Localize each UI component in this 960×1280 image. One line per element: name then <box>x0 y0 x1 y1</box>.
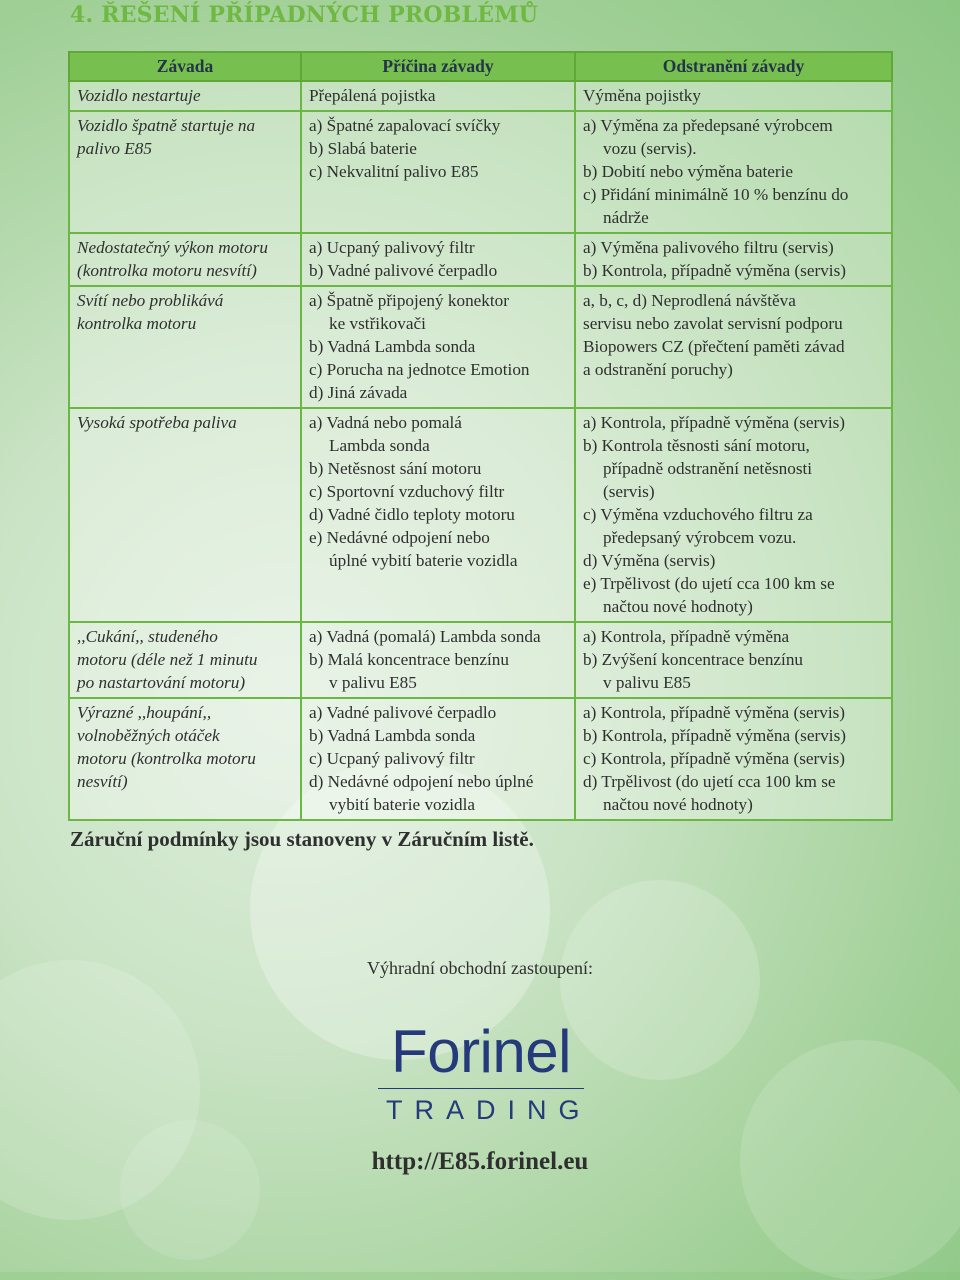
fix-line: (servis) <box>603 482 655 501</box>
fault-line: Svítí nebo problikává <box>77 291 224 310</box>
cause-cell <box>301 286 575 408</box>
cause-line: a) Vadná nebo pomalá <box>309 413 462 432</box>
bg-bubble <box>560 880 760 1080</box>
cause-cell <box>301 111 575 233</box>
cause-line: c) Sportovní vzduchový filtr <box>309 482 505 501</box>
fix-line: c) Výměna vzduchového filtru za <box>583 505 813 524</box>
page-title: 4. ŘEŠENÍ PŘÍPADNÝCH PROBLÉMŮ <box>70 2 539 28</box>
bg-bubble <box>120 1120 260 1260</box>
cause-cell <box>301 233 575 286</box>
cause-line: c) Ucpaný palivový filtr <box>309 749 475 768</box>
cause-line: a) Špatné zapalovací svíčky <box>309 116 501 135</box>
cause-line: b) Vadná Lambda sonda <box>309 337 476 356</box>
fix-line: Výměna pojistky <box>583 86 701 105</box>
cause-line: e) Nedávné odpojení nebo <box>309 528 490 547</box>
fault-line: motoru (kontrolka motoru <box>77 749 256 768</box>
fix-line: a) Kontrola, případně výměna (servis) <box>583 413 846 432</box>
fix-line: předepsaný výrobcem vozu. <box>603 528 797 547</box>
fix-line: servisu nebo zavolat servisní podporu <box>583 314 843 333</box>
table-row <box>69 81 892 111</box>
troubleshooting-table <box>68 51 893 821</box>
table-row <box>69 622 892 698</box>
cause-line: b) Malá koncentrace benzínu <box>309 650 509 669</box>
fix-cell <box>575 698 892 820</box>
logo-divider <box>378 1088 584 1089</box>
fix-line: a odstranění poruchy) <box>583 360 733 379</box>
cause-cell <box>301 81 575 111</box>
table-row <box>69 111 892 233</box>
cause-line: d) Nedávné odpojení nebo úplné <box>309 772 534 791</box>
fix-line: načtou nové hodnoty) <box>603 597 753 616</box>
logo-subtitle: TRADING <box>386 1095 592 1125</box>
fix-cell <box>575 622 892 698</box>
cause-line: b) Vadná Lambda sonda <box>309 726 476 745</box>
table-row <box>69 698 892 820</box>
table-row <box>69 408 892 622</box>
fault-line: (kontrolka motoru nesvítí) <box>77 261 257 280</box>
fault-cell <box>69 233 301 286</box>
fault-line: Vozidlo nestartuje <box>77 86 201 105</box>
fix-cell <box>575 81 892 111</box>
fault-line: nesvítí) <box>77 772 128 791</box>
fix-line: e) Trpělivost (do ujetí cca 100 km se <box>583 574 835 593</box>
table-header-row <box>69 52 892 81</box>
fault-line: Nedostatečný výkon motoru <box>77 238 268 257</box>
cause-line: c) Nekvalitní palivo E85 <box>309 162 479 181</box>
cause-line: vybití baterie vozidla <box>329 795 476 814</box>
fault-cell <box>69 408 301 622</box>
cause-cell <box>301 622 575 698</box>
fix-line: a) Výměna palivového filtru (servis) <box>583 238 834 257</box>
table-row <box>69 286 892 408</box>
fault-line: Vysoká spotřeba paliva <box>77 413 237 432</box>
fault-cell <box>69 81 301 111</box>
fault-line: kontrolka motoru <box>77 314 197 333</box>
fix-line: b) Zvýšení koncentrace benzínu <box>583 650 804 669</box>
fix-line: a, b, c, d) Neprodlená návštěva <box>583 291 796 310</box>
fix-line: c) Přidání minimálně 10 % benzínu do <box>583 185 849 204</box>
cause-line: b) Vadné palivové čerpadlo <box>309 261 498 280</box>
forinel-trading-logo <box>376 1018 592 1130</box>
header-fix: Odstranění závady <box>575 52 892 81</box>
cause-line: a) Vadné palivové čerpadlo <box>309 703 497 722</box>
table-row <box>69 233 892 286</box>
cause-line: b) Netěsnost sání motoru <box>309 459 482 478</box>
fault-cell <box>69 111 301 233</box>
logo-wordmark: Forinel <box>391 1018 571 1085</box>
cause-line: a) Špatně připojený konektor <box>309 291 509 310</box>
fix-line: b) Kontrola těsnosti sání motoru, <box>583 436 810 455</box>
cause-line: d) Jiná závada <box>309 383 408 402</box>
fault-line: po nastartování motoru) <box>77 673 246 692</box>
warranty-note: Záruční podmínky jsou stanoveny v Záručním listě. <box>70 827 534 851</box>
fix-line: d) Trpělivost (do ujetí cca 100 km se <box>583 772 836 791</box>
fault-cell <box>69 622 301 698</box>
cause-line: a) Vadná (pomalá) Lambda sonda <box>309 627 541 646</box>
fix-line: načtou nové hodnoty) <box>603 795 753 814</box>
fix-line: c) Kontrola, případně výměna (servis) <box>583 749 846 768</box>
fault-cell <box>69 698 301 820</box>
fix-line: b) Dobití nebo výměna baterie <box>583 162 794 181</box>
fix-line: vozu (servis). <box>603 139 697 158</box>
cause-cell <box>301 408 575 622</box>
distributor-label: Výhradní obchodní zastoupení: <box>367 958 593 978</box>
cause-line: ke vstřikovači <box>329 314 426 333</box>
fault-line: motoru (déle než 1 minutu <box>77 650 258 669</box>
header-fault: Závada <box>69 52 301 81</box>
fix-line: b) Kontrola, případně výměna (servis) <box>583 261 846 280</box>
cause-line: úplné vybití baterie vozidla <box>329 551 518 570</box>
fault-line: volnoběžných otáček <box>77 726 220 745</box>
fix-line: Biopowers CZ (přečtení paměti závad <box>583 337 845 356</box>
fix-line: a) Kontrola, případně výměna <box>583 627 790 646</box>
cause-line: b) Slabá baterie <box>309 139 417 158</box>
fix-line: případně odstranění netěsnosti <box>603 459 813 478</box>
cause-line: Přepálená pojistka <box>309 86 436 105</box>
fix-cell <box>575 111 892 233</box>
fix-cell <box>575 408 892 622</box>
fix-cell <box>575 286 892 408</box>
fault-line: palivo E85 <box>77 139 152 158</box>
fix-cell <box>575 233 892 286</box>
website-url[interactable]: http://E85.forinel.eu <box>371 1148 589 1175</box>
cause-line: Lambda sonda <box>329 436 430 455</box>
fix-line: a) Kontrola, případně výměna (servis) <box>583 703 846 722</box>
cause-line: a) Ucpaný palivový filtr <box>309 238 475 257</box>
fix-line: nádrže <box>603 208 649 227</box>
cause-line: c) Porucha na jednotce Emotion <box>309 360 530 379</box>
fault-line: Výrazné ,,houpání,, <box>77 703 212 722</box>
cause-cell <box>301 698 575 820</box>
fix-line: d) Výměna (servis) <box>583 551 716 570</box>
fix-line: v palivu E85 <box>603 673 691 692</box>
cause-line: d) Vadné čidlo teploty motoru <box>309 505 515 524</box>
cause-line: v palivu E85 <box>329 673 417 692</box>
header-cause: Příčina závady <box>301 52 575 81</box>
fault-line: ,,Cukání,, studeného <box>77 627 218 646</box>
fix-line: b) Kontrola, případně výměna (servis) <box>583 726 846 745</box>
fault-line: Vozidlo špatně startuje na <box>77 116 256 135</box>
fix-line: a) Výměna za předepsané výrobcem <box>583 116 833 135</box>
fault-cell <box>69 286 301 408</box>
